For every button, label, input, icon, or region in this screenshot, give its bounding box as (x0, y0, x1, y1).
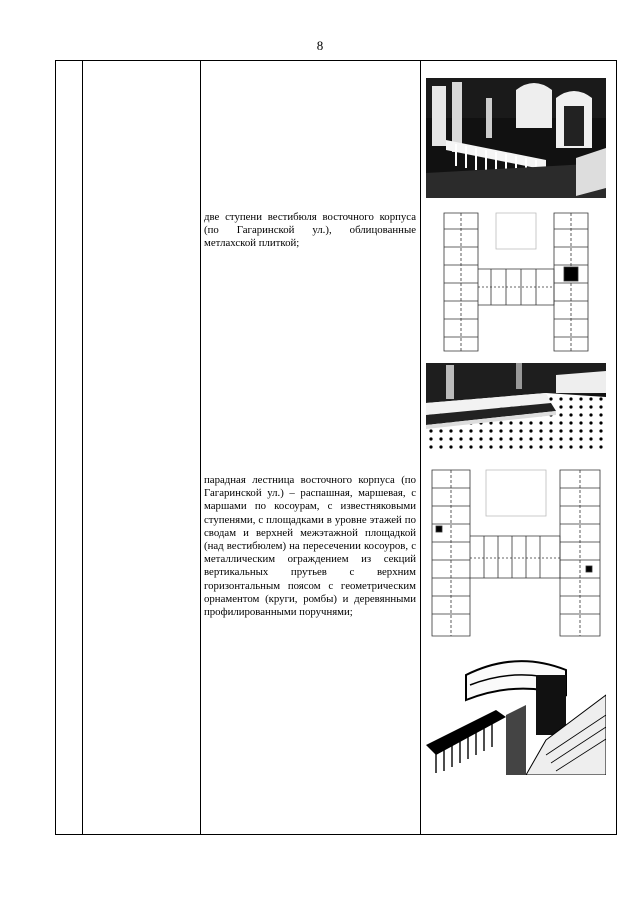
column-divider (82, 61, 83, 834)
stair-hall-photo (426, 78, 606, 198)
tile-floor-photo (426, 363, 606, 451)
column-divider (420, 61, 421, 834)
floor-plan-1 (436, 209, 596, 357)
column-divider (200, 61, 201, 834)
row-text-vestibule-steps: две ступени вестибюля восточного корпуса (по Гагаринской ул.), облицованные метлахской плиткой; (204, 211, 416, 250)
page-number: 8 (316, 38, 324, 53)
floor-plan-2 (426, 466, 606, 641)
staircase-railing-photo (426, 655, 606, 775)
monument-table (55, 60, 617, 835)
row-text-main-staircase: парадная лестница восточного корпуса (по Гагаринской ул.) – распашная, маршевая, с маршами по косоурам, с известняковыми ступенями, с площадками в уровне этажей по сводам и верхней межэтажной площадкой (над вестибюлем) на пересечении косоуров, с металлическим ограждением из секций вертикальных прутьев с верхним горизонтальным поясом с геометрическим орнаментом (круги, ромбы) и деревянными профилированными поручнями; (204, 474, 416, 619)
